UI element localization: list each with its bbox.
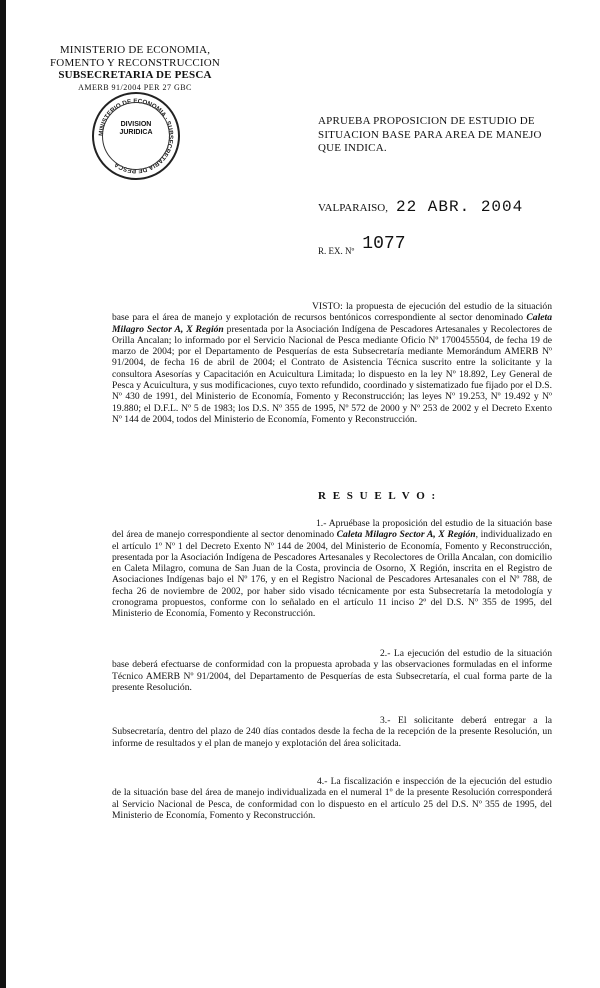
subject-line-1: APRUEBA PROPOSICION DE ESTUDIO DE	[318, 115, 535, 127]
resolution-number-value: 1077	[362, 234, 406, 254]
place-date	[318, 198, 523, 216]
visto-label: VISTO:	[312, 301, 343, 312]
resuelvo-paragraph-4	[112, 776, 552, 821]
subject-block	[318, 115, 568, 156]
p1-area-name: Caleta Milagro Sector A, X Región	[336, 529, 476, 541]
resuelvo-heading: R E S U E L V O :	[318, 490, 438, 502]
p3-text: El solicitante deberá entregar a la Subsecretaría, dentro del plazo de 240 días contados desde la fecha de la recepción de la presente Resolución, un informe de resultados y el plan de manejo y explotación del área solicitada.	[112, 715, 552, 749]
resuelvo-paragraph-3	[112, 715, 552, 749]
subject-line-2: SITUACION BASE PARA AREA DE MANEJO	[318, 128, 542, 141]
subject-line-3: QUE INDICA.	[318, 142, 387, 154]
subsecretaria-line: SUBSECRETARIA DE PESCA	[58, 69, 212, 81]
resuelvo-paragraph-2	[112, 648, 552, 693]
place: VALPARAISO,	[318, 202, 388, 214]
visto-text-a: la propuesta de ejecución del estudio de la situación base para el área de manejo y explotación de recursos bentónicos correspondiente al sector denominado	[112, 301, 552, 324]
letterhead	[40, 44, 230, 94]
p1-number: 1.-	[316, 518, 327, 529]
resuelvo-paragraph-1	[112, 518, 552, 620]
p4-number: 4.-	[317, 776, 328, 787]
seal-ring-text: MINISTERIO DE ECONOMIA · SUBSECRETARIA DE PESCA	[97, 97, 175, 175]
seal-ring-graphic	[94, 94, 178, 178]
reference-line: AMERB 91/2004 PER 27 GBC	[78, 82, 192, 92]
p2-number: 2.-	[380, 648, 391, 659]
visto-paragraph	[112, 301, 552, 425]
p1-text-a: Apruébase la proposición del estudio de la situación base del área de manejo correspondiente al sector denominado	[112, 518, 552, 541]
resolution-number	[318, 234, 406, 260]
p4-text: La fiscalización e inspección de la ejecución del estudio de la situación base del área de manejo individualizada en el numeral 1º de la presente Resolución corresponderá al Servicio Nacional de Pesca, de conformidad con lo dispuesto en el artículo 25 del D.S. Nº 355 de 1995, del Ministerio de Economía, Fomento y Reconstrucción.	[112, 776, 552, 821]
visto-area-name: Caleta Milagro Sector A, X Región	[112, 312, 552, 335]
resolution-label: R. EX. Nº	[318, 246, 355, 256]
seal-center	[116, 121, 156, 137]
date-stamp: 22 ABR. 2004	[396, 198, 524, 216]
seal-center-line-2: JURIDICA	[119, 129, 153, 136]
seal-center-line-1: DIVISION	[120, 121, 152, 128]
visto-text-b: presentada por la Asociación Indígena de Pescadores Artesanales y Recolectores de Orilla Ancalan; lo informado por el Servicio Nacional de Pesca mediante Oficio Nº 1700455504, de fecha 19 de marzo de 2004; por el Departamento de Pesquerías de esta Subsecretaría mediante Memorándum AMERB Nº 91/2004, de fecha 16 de abril de 2004; el Contrato de Asistencia Técnica suscrito entre la solicitante y la consultora Asesorías y Capacitación en Acuicultura Limitada; lo dispuesto en la ley Nº 18.892, Ley General de Pesca y Acuicultura, y sus modificaciones, cuyo texto refundido, coordinado y sistematizado fue fijado por el D.S. Nº 430 de 1991, del Ministerio de Economía, Fomento y Reconstrucción; las leyes Nº 19.253, Nº 19.492 y Nº 19.880; el D.F.L. Nº 5 de 1983; los D.S. Nº 355 de 1995, Nº 572 de 2000 y Nº 253 de 2002 y el Decreto Exento Nº 144 de 2004, todos del Ministerio de Economía, Fomento y Reconstrucción.	[112, 323, 552, 425]
scan-edge	[0, 0, 6, 988]
p2-text: La ejecución del estudio de la situación base deberá efectuarse de conformidad con la propuesta aprobada y las observaciones formuladas en el informe Técnico AMERB Nº 91/2004, del Departamento de Pesquerías de esta Subsecretaría, el cual forma parte de la presente Resolución.	[112, 648, 552, 693]
p3-number: 3.-	[380, 715, 391, 726]
official-seal	[92, 92, 180, 180]
ministry-line-2: FOMENTO Y RECONSTRUCCION	[49, 56, 221, 69]
ministry-line-1: MINISTERIO DE ECONOMIA,	[59, 44, 211, 56]
p1-text-b: , individualizado en el artículo 1º Nº 1 del Decreto Exento Nº 144 de 2004, del Ministerio de Economía, Fomento y Reconstrucción, presentada por la Asociación Indígena de Pescadores Artesanales y Recolectores de Orilla Ancalan, con domicilio en Caleta Milagro, comuna de San Juan de la Costa, provincia de Osorno, X Región, inscrita en el Registro de Asociaciones Indígenas bajo el Nº 176, y en el Registro Nacional de Pescadores Artesanales con el Nº 788, de fecha 26 de noviembre de 2002, por haber sido visado técnicamente por esta Subsecretaría la metodología y cronograma propuestos, conforme con lo señalado en el artículo 11 inciso 2º del D.S. Nº 355 de 1995, del Ministerio de Economía, Fomento y Reconstrucción.	[112, 529, 552, 620]
